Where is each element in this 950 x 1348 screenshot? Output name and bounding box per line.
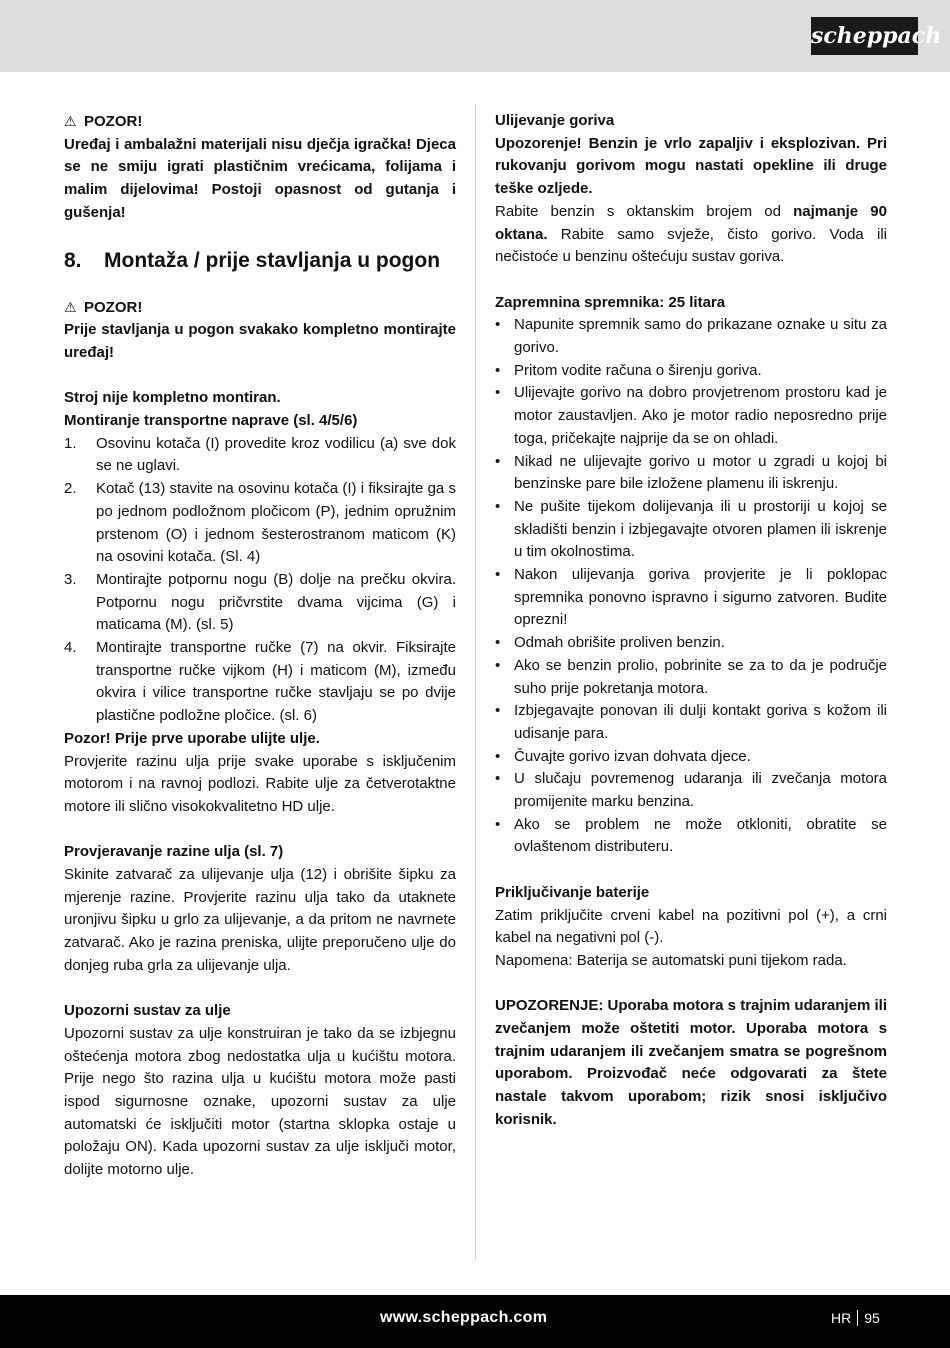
- not-assembled-note: Stroj nije kompletno montiran.: [64, 389, 281, 407]
- list-item: • Napunite spremnik samo do prikazane oznake u situ za gorivo.: [495, 316, 887, 357]
- list-item: • Ulijevajte gorivo na dobro provjetrenom prostoru kad je motor zaustavljen. Ako je motor radio neposredno prije toga, pričekajte najprije da se on ohladi.: [495, 384, 887, 447]
- fuel-heading: Ulijevanje goriva: [495, 112, 615, 129]
- oil-check-text: Skinite zatvarač za ulijevanje ulja (12) i obrišite šipku za mjerenje razine. Provjerite razinu ulja tako da utaknete uronjivu šipku u grlo za ulijevanje, a da pritom ne navrnete zatvarač. Ako je razina preniska, ulijte preporučeno ulje do donjeg ruba grla za ulijevanje ulja.: [64, 866, 456, 974]
- warning-triangle-icon: ⚠: [64, 113, 77, 129]
- warning-text: Uređaj i ambalažni materijali nisu dječja igračka! Djeca se ne smiju igrati plastičnim vrećicama, folijama i malim dijelovima! Postoji opasnost od gutanja i gušenja!: [64, 135, 456, 221]
- assembly-steps: [64, 433, 456, 728]
- page-number: 95: [864, 1310, 880, 1326]
- list-item: • Nikad ne ulijevajte gorivo u motor u zgradi u kojoj bi benzinske pare bile izložene plamenu ili iskrenju.: [495, 452, 887, 493]
- battery-note: Napomena: Baterija se automatski puni tijekom rada.: [495, 951, 847, 969]
- first-use-heading: Pozor! Prije prve uporabe ulijte ulje.: [64, 729, 320, 747]
- scheppach-logo: scheppach: [811, 17, 918, 55]
- list-item: • U slučaju povremenog udaranja ili zvečanja motora promijenite marku benzina.: [495, 770, 887, 811]
- separator: [857, 1310, 858, 1326]
- warning-heading: ⚠ POZOR!: [64, 296, 456, 320]
- final-warning: UPOZORENJE: Uporaba motora s trajnim udaranjem ili zvečanjem može oštetiti motor. Uporaba motora s trajnim udaranjem ili zvečanjem smatra se pogrešnom uporabom. Proizvođač neće odgovarati za štete nastale takvom uporabom; rizik snosi isključivo korisnik.: [495, 997, 887, 1128]
- oil-check-heading: Provjeravanje razine ulja (sl. 7): [64, 843, 284, 861]
- list-item: • Pritom vodite računa o širenju goriva.: [495, 361, 762, 379]
- step-item: 2. Kotač (13) stavite na osovinu kotača (I) i fiksirajte ga s po jednom podložnom pločicom (P), jednim opružnim prstenom (O) i jednom šesterostranom maticom (K) na osovini kotača. (Sl. 4): [64, 480, 456, 566]
- list-item: • Izbjegavajte ponovan ili dulji kontakt goriva s kožom ili udisanje para.: [495, 702, 887, 742]
- list-item: • Nakon ulijevanja goriva provjerite je li poklopac spremnika ponovno ispravno i sigurno zatvoren. Budite oprezni!: [495, 566, 887, 629]
- warning-text: Prije stavljanja u pogon svakako kompletno montirajte uređaj!: [64, 321, 456, 361]
- oil-warning-heading: Upozorni sustav za ulje: [64, 1002, 231, 1020]
- footer-bar: [0, 1295, 950, 1348]
- list-item: • Ako se benzin prolio, pobrinite se za to da je područje suho prije pokretanja motora.: [495, 656, 887, 697]
- left-column: [64, 110, 456, 1182]
- fuel-text: Rabite benzin s oktanskim brojem od najmanje 90 oktana. Rabite samo svježe, čisto gorivo. Voda ili nečistoće u benzinu oštećuju sustav goriva.: [495, 202, 887, 266]
- list-item: • Ne pušite tijekom dolijevanja ili u prostoriji u kojoj se skladišti benzin i izbjegavajte otvoren plamen ili iskrenje u tim okolnostima.: [495, 497, 887, 561]
- tank-heading: Zapremnina spremnika: 25 litara: [495, 293, 726, 311]
- list-item: • Odmah obrišite proliven benzin.: [495, 634, 725, 652]
- battery-text: Zatim priključite crveni kabel na pozitivni pol (+), a crni kabel na negativni pol (-).: [495, 906, 887, 947]
- list-item: • Čuvajte gorivo izvan dohvata djece.: [495, 747, 751, 765]
- section-heading: [64, 247, 456, 275]
- oil-warning-text: Upozorni sustav za ulje konstruiran je tako da se izbjegnu oštećenja motora zbog nedostatka ulja u kućištu motora. Prije nego što razina ulja u kućištu motora može pasti ispod sigurnosne oznake, upozorni sustav za ulje automatski će isključiti motor (startna sklopka ostaje u položaju ON). Kada upozorni sustav za ulje isključi motor, dolijte motorno ulje.: [64, 1024, 456, 1179]
- fuel-safety-list: [495, 314, 887, 859]
- section-title: Montaža / prije stavljanja u pogon: [104, 248, 441, 272]
- section-number: 8.: [64, 248, 82, 272]
- warning-triangle-icon: ⚠: [64, 298, 77, 315]
- column-divider: [475, 104, 476, 1260]
- language-code: HR: [831, 1310, 852, 1326]
- warning-heading: ⚠ POZOR!: [64, 110, 456, 134]
- first-use-text: Provjerite razinu ulja prije svake uporabe s isključenim motorom i na ravnoj podlozi. Rabite ulje za četverotaktne motore ili slično visokokvalitetno HD ulje.: [64, 752, 456, 815]
- step-item: 4. Montirajte transportne ručke (7) na okvir. Fiksirajte transportne ručke vijkom (H) i maticom (M), između okvira i vilice transportne ručke stavljaju se po dvije plastične podložne pločice. (sl. 6): [64, 639, 456, 725]
- battery-heading: Priključivanje baterije: [495, 883, 650, 901]
- step-item: 1. Osovinu kotača (I) provedite kroz vodilicu (a) sve dok se ne uglavi.: [64, 434, 456, 475]
- fuel-warning: Upozorenje! Benzin je vrlo zapaljiv i eksplozivan. Pri rukovanju gorivom mogu nastati opekline ili druge teške ozljede.: [495, 134, 887, 198]
- page-indicator: [831, 1310, 880, 1326]
- transport-heading: Montiranje transportne naprave (sl. 4/5/6): [64, 412, 358, 430]
- header-bar: [0, 0, 950, 72]
- list-item: • Ako se problem ne može otkloniti, obratite se ovlaštenom distributeru.: [495, 815, 887, 856]
- website-link[interactable]: www.scheppach.com: [380, 1309, 548, 1326]
- right-column: [495, 110, 887, 1132]
- step-item: 3. Montirajte potpornu nogu (B) dolje na prečku okvira. Potpornu nogu pričvrstite dvama vijcima (G) i maticama (M). (sl. 5): [64, 570, 456, 634]
